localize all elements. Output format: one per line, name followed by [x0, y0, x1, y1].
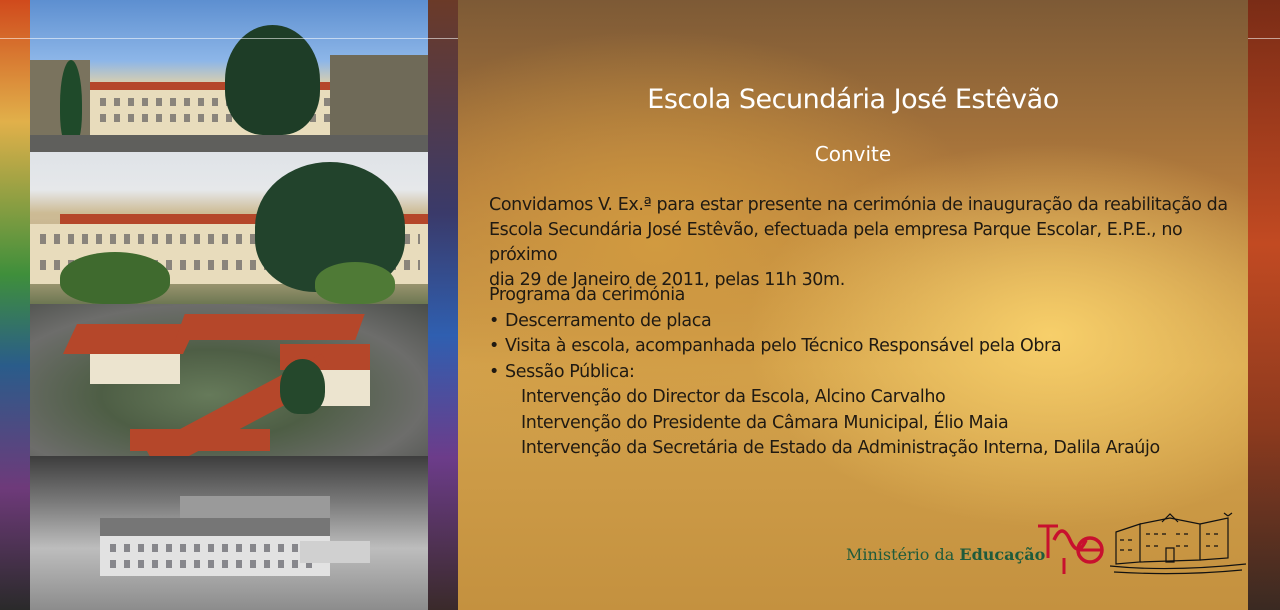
bullet-icon: • — [489, 310, 499, 331]
left-decorative-strip — [0, 0, 30, 610]
photo-column — [30, 0, 428, 610]
invitation-body — [489, 193, 1229, 293]
program-item: • Visita à escola, acompanhada pelo Técnico Responsável pela Obra — [489, 334, 1229, 360]
school-facade-photo — [30, 152, 428, 304]
program-list — [489, 309, 1229, 462]
body-line: dia 29 de Janeiro de 2011, pelas 11h 30m. — [489, 270, 845, 290]
program-title: Programa da cerimónia — [489, 285, 685, 305]
bullet-icon: • — [489, 361, 499, 382]
school-title: Escola Secundária José Estêvão — [647, 84, 1059, 115]
program-item: • Sessão Pública: Intervenção do Director da Escola, Alcino Carvalho Intervenção do Presidente da Câmara Municipal, Élio Maia Intervenção da Secretária de Estado da Administração Interna, Dalila Araújo — [489, 360, 1229, 462]
session-item: Intervenção do Presidente da Câmara Municipal, Élio Maia — [521, 412, 1009, 433]
session-item: Intervenção da Secretária de Estado da Administração Interna, Dalila Araújo — [521, 438, 1160, 458]
bullet-icon: • — [489, 336, 499, 356]
session-item: Intervenção do Director da Escola, Alcino Carvalho — [521, 387, 946, 407]
school-front-photo — [30, 0, 428, 152]
ministry-label: Ministério da Educação — [846, 545, 1046, 564]
school-aerial-photo — [30, 304, 428, 456]
right-decorative-strip — [1248, 0, 1280, 610]
invitation-panel — [458, 0, 1248, 610]
historic-aerial-photo — [30, 456, 428, 610]
session-list — [505, 385, 1229, 462]
ministry-logo-icon — [1034, 518, 1108, 576]
body-line: Convidamos V. Ex.ª para estar presente na cerimónia de inauguração da reabilitação da — [489, 195, 1228, 215]
ceremony-program — [489, 283, 1229, 462]
invitation-subtitle: Convite — [814, 142, 892, 166]
program-item: • Descerramento de placa — [489, 309, 1229, 335]
middle-decorative-strip — [428, 0, 458, 610]
school-sketch-icon — [1110, 512, 1246, 578]
body-line: Escola Secundária José Estêvão, efectuada pela empresa Parque Escolar, E.P.E., no próximo — [489, 220, 1183, 265]
